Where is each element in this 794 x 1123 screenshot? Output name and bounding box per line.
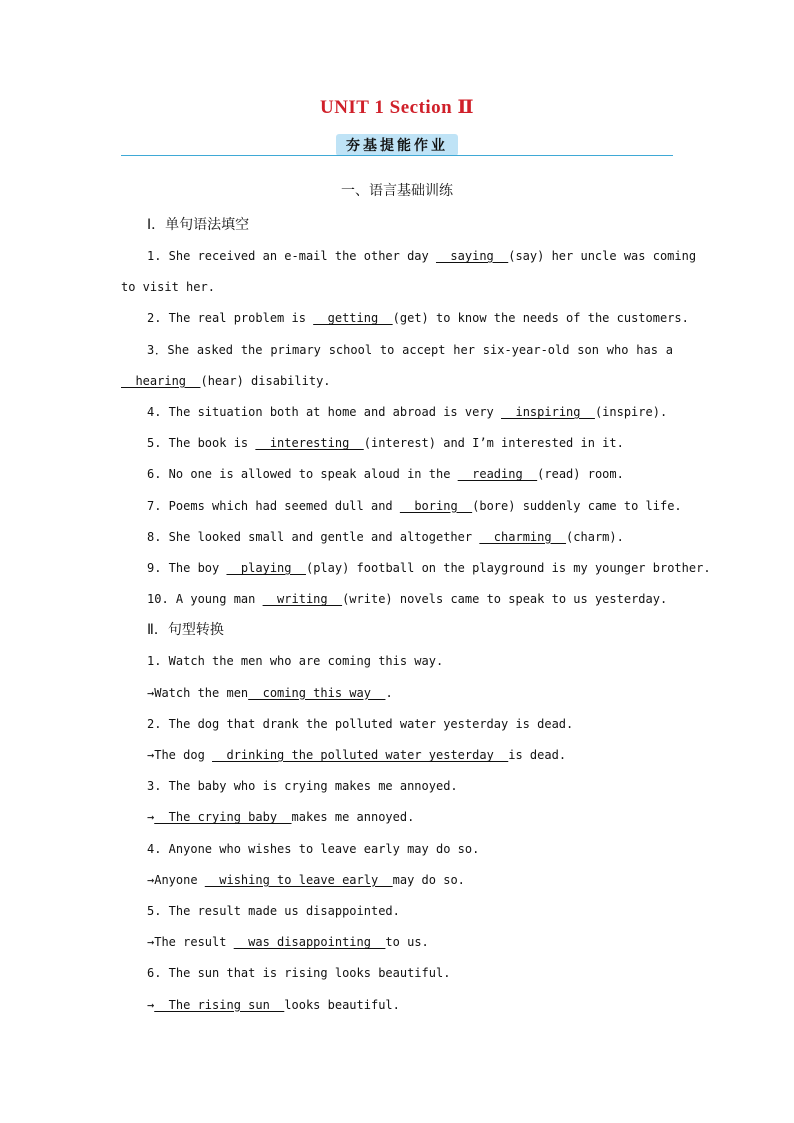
- answer-blank: was disappointing: [233, 935, 386, 950]
- answer-blank: inspiring: [501, 405, 595, 420]
- question-9: 9. The boy playing (play) football on the playground is my younger brother.: [147, 561, 711, 576]
- transform-2-question: 2. The dog that drank the polluted water yesterday is dead.: [147, 716, 574, 731]
- question-3-continued: hearing (hear) disability.: [121, 373, 331, 388]
- badge-wrap: [0, 134, 794, 156]
- question-3: 3．She asked the primary school to accept her six-year-old son who has a: [147, 342, 673, 357]
- worksheet-body: [121, 180, 711, 1021]
- page-title: UNIT 1 Section Ⅱ: [319, 97, 475, 118]
- answer-blank: writing: [262, 592, 343, 607]
- question-1: 1. She received an e-mail the other day saying (say) her uncle was coming: [147, 249, 697, 263]
- transform-5-answer: →The result was disappointing to us.: [147, 935, 429, 950]
- answer-blank: hearing: [121, 373, 201, 388]
- answer-blank: The crying baby: [154, 810, 292, 825]
- transform-5-question: 5. The result made us disappointed.: [147, 904, 400, 919]
- question-1-continued: to visit her.: [121, 280, 215, 295]
- answer-blank: coming this way: [248, 685, 386, 700]
- transform-4-question: 4. Anyone who wishes to leave early may do so.: [147, 841, 480, 856]
- transform-1-question: 1. Watch the men who are coming this way.: [147, 654, 444, 669]
- transform-3-question: 3. The baby who is crying makes me annoyed.: [147, 779, 458, 794]
- homework-badge: 夯基提能作业: [336, 134, 458, 156]
- section1-heading: Ⅰ．单句语法填空: [147, 217, 250, 233]
- part-heading: 一、语言基础训练: [341, 183, 453, 199]
- answer-blank: reading: [457, 467, 538, 482]
- question-7: 7. Poems which had seemed dull and boring (bore) suddenly came to life.: [147, 498, 682, 513]
- transform-3-answer: → The crying baby makes me annoyed.: [147, 810, 415, 825]
- question-6: 6. No one is allowed to speak aloud in the reading (read) room.: [147, 467, 624, 482]
- answer-blank: playing: [226, 561, 306, 576]
- answer-blank: boring: [399, 498, 473, 513]
- answer-blank: interesting: [255, 436, 364, 451]
- question-5: 5. The book is interesting (interest) and I’m interested in it.: [147, 436, 624, 451]
- question-2: 2. The real problem is getting (get) to know the needs of the customers.: [147, 311, 689, 326]
- transform-6-question: 6. The sun that is rising looks beautiful.: [147, 966, 451, 981]
- answer-blank: getting: [313, 311, 393, 326]
- answer-blank: The rising sun: [154, 997, 285, 1012]
- transform-6-answer: → The rising sun looks beautiful.: [147, 997, 400, 1012]
- transform-2-answer: →The dog drinking the polluted water yesterday is dead.: [147, 748, 567, 763]
- answer-blank: wishing to leave early: [204, 872, 393, 887]
- answer-blank: saying: [435, 249, 509, 263]
- transform-4-answer: →Anyone wishing to leave early may do so.: [147, 872, 465, 887]
- question-8: 8. She looked small and gentle and altogether charming (charm).: [147, 529, 624, 544]
- question-4: 4. The situation both at home and abroad is very inspiring (inspire).: [147, 405, 668, 420]
- question-10: 10. A young man writing (write) novels came to speak to us yesterday.: [147, 592, 668, 607]
- header-divider: [121, 155, 673, 156]
- section2-heading: Ⅱ．句型转换: [147, 622, 224, 639]
- transform-1-answer: →Watch the men coming this way .: [147, 685, 393, 700]
- answer-blank: charming: [479, 529, 567, 544]
- answer-blank: drinking the polluted water yesterday: [212, 748, 509, 763]
